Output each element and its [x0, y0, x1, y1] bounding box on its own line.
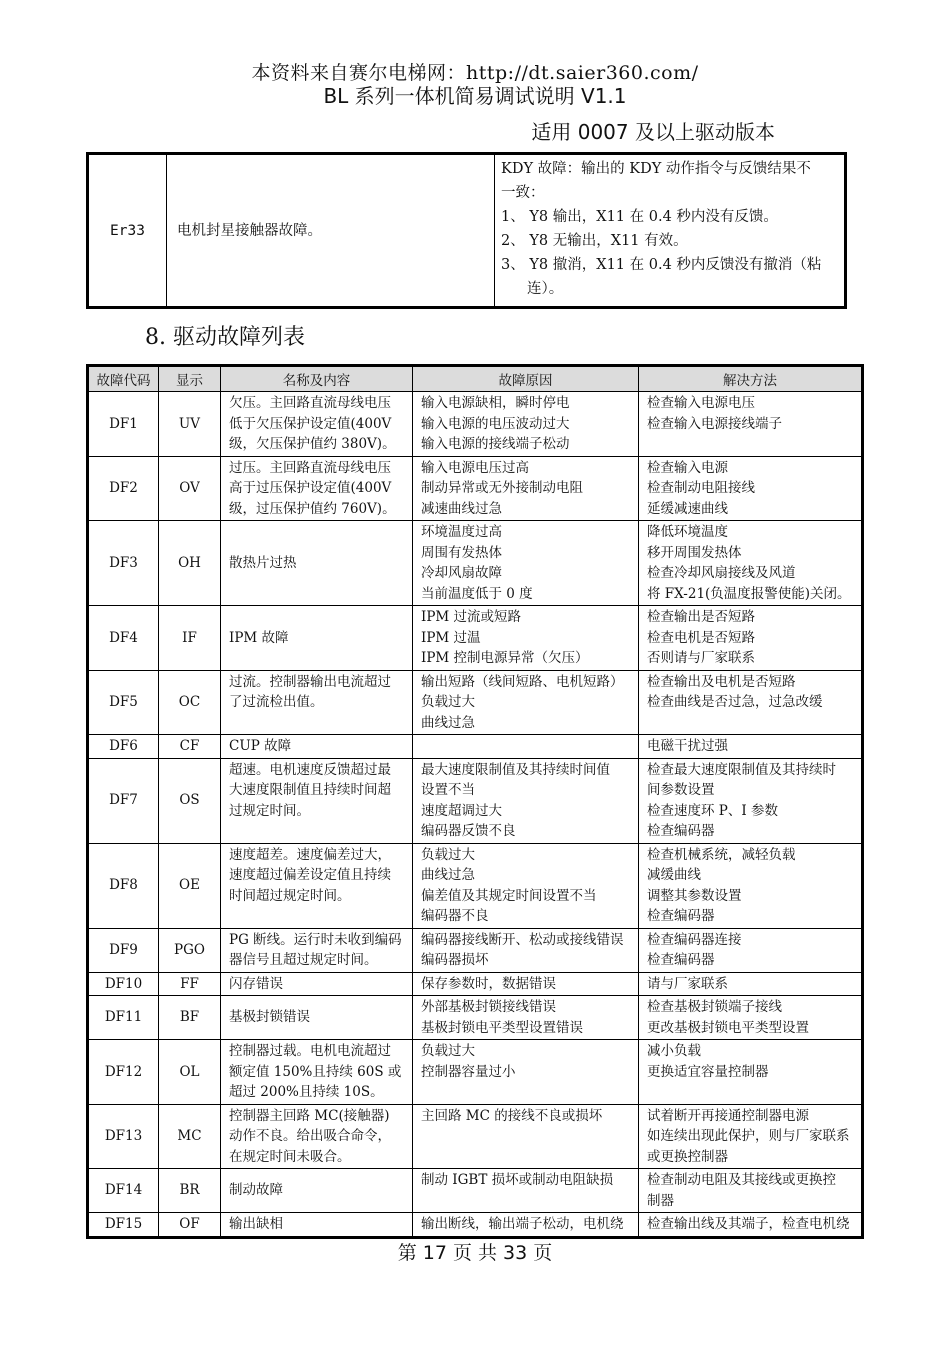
fault-cause-line: 编码器不良 — [421, 908, 489, 924]
fault-cause — [413, 670, 639, 735]
section-heading: 8. 驱动故障列表 — [145, 325, 305, 350]
fault-cause-line: 环境温度过高 — [421, 524, 502, 540]
fault-code: DF12 — [88, 1040, 159, 1105]
fault-cause-line: 输入电源的接线端子松动 — [421, 436, 570, 452]
fault-display: CF — [159, 735, 221, 759]
fault-code: DF4 — [88, 606, 159, 671]
fault-name-line: 速度超差。速度偏差过大， — [229, 846, 391, 863]
fault-cause — [413, 996, 639, 1040]
error-code: Er33 — [88, 154, 167, 308]
fault-code: DF10 — [88, 972, 159, 996]
table-row — [88, 843, 863, 928]
description-line: 3、 Y8 撤消，X11 在 0.4 秒内反馈没有撤消（粘 — [501, 257, 822, 273]
fault-cause-line: 负载过大 — [421, 846, 475, 863]
fault-cause-line: IPM 过流或短路 — [421, 609, 522, 625]
fault-cause-line: 输入电源的电压波动过大 — [421, 415, 570, 432]
fault-display: BF — [159, 996, 221, 1040]
fault-cause — [413, 735, 639, 759]
drive-fault-table — [86, 364, 864, 1239]
fault-cause — [413, 1040, 639, 1105]
fault-solution — [639, 1213, 863, 1238]
fault-cause-line: IPM 过温 — [421, 629, 481, 646]
fault-solution-line: 减缓曲线 — [647, 867, 701, 883]
fault-code: DF15 — [88, 1213, 159, 1238]
fault-code: DF5 — [88, 670, 159, 735]
fault-name — [221, 758, 413, 843]
fault-name — [221, 928, 413, 972]
description-line: 1、 Y8 输出，X11 在 0.4 秒内没有反馈。 — [501, 209, 778, 225]
fault-solution-line: 检查输入电源 — [647, 459, 728, 476]
fault-name-line: 散热片过热 — [229, 554, 297, 571]
fault-name-line: 欠压。主回路直流母线电压 — [229, 395, 391, 411]
fault-code: DF3 — [88, 521, 159, 606]
fault-name-line: 动作不良。给出吸合命令， — [229, 1128, 391, 1144]
fault-cause-line: 外部基极封锁接线错误 — [421, 999, 556, 1015]
table-row — [88, 972, 863, 996]
fault-solution-line: 检查最大速度限制值及其持续时 — [647, 761, 836, 778]
fault-solution — [639, 928, 863, 972]
fault-cause-line: 制动 IGBT 损坏或制动电阻缺损 — [421, 1172, 614, 1188]
fault-display: IF — [159, 606, 221, 671]
fault-cause — [413, 456, 639, 521]
fault-solution-line: 更改基极封锁电平类型设置 — [647, 1019, 809, 1036]
fault-display: MC — [159, 1104, 221, 1169]
fault-solution-line: 电磁干扰过强 — [647, 738, 728, 754]
fault-solution — [639, 456, 863, 521]
fault-solution-line: 移开周围发热体 — [647, 544, 742, 561]
table-row — [88, 392, 863, 457]
fault-name-line: 制动故障 — [229, 1182, 283, 1199]
fault-solution-line: 检查机械系统，减轻负载 — [647, 846, 796, 863]
fault-solution-line: 制器 — [647, 1192, 674, 1209]
column-header-cause: 故障原因 — [413, 366, 639, 392]
fault-code: DF1 — [88, 392, 159, 457]
fault-cause-line: 编码器反馈不良 — [421, 823, 516, 839]
fault-cause-line: 曲线过急 — [421, 867, 475, 883]
fault-solution — [639, 996, 863, 1040]
fault-cause-line: 输入电源电压过高 — [421, 459, 529, 476]
fault-solution — [639, 758, 863, 843]
fault-solution — [639, 392, 863, 457]
fault-name-line: 超过 200%且持续 10S。 — [229, 1084, 384, 1100]
error-name: 电机封星接触器故障。 — [167, 154, 495, 308]
fault-display: OH — [159, 521, 221, 606]
description-line: 2、 Y8 无输出，X11 有效。 — [501, 233, 688, 249]
fault-solution — [639, 1040, 863, 1105]
fault-code: DF14 — [88, 1169, 159, 1213]
fault-solution-line: 调整其参数设置 — [647, 887, 742, 904]
fault-name-line: 在规定时间未吸合。 — [229, 1148, 351, 1165]
error-er33-table — [86, 152, 847, 309]
fault-code: DF8 — [88, 843, 159, 928]
fault-solution-line: 检查输出是否短路 — [647, 609, 755, 625]
fault-cause-line: 编码器损坏 — [421, 952, 489, 968]
fault-cause-line: 周围有发热体 — [421, 544, 502, 561]
fault-cause — [413, 928, 639, 972]
fault-solution — [639, 1104, 863, 1169]
fault-cause-line: 偏差值及其规定时间设置不当 — [421, 887, 597, 904]
column-header-name: 名称及内容 — [221, 366, 413, 392]
table-row — [88, 456, 863, 521]
fault-code: DF9 — [88, 928, 159, 972]
fault-cause-line: 速度超调过大 — [421, 802, 502, 819]
fault-display: OV — [159, 456, 221, 521]
fault-display: PGO — [159, 928, 221, 972]
fault-name — [221, 843, 413, 928]
description-line: 连）。 — [527, 281, 564, 297]
fault-display: UV — [159, 392, 221, 457]
fault-solution — [639, 521, 863, 606]
fault-cause — [413, 521, 639, 606]
fault-name-line: 低于欠压保护设定值(400V — [229, 415, 392, 432]
table-row — [88, 1169, 863, 1213]
fault-solution-line: 检查电机是否短路 — [647, 629, 755, 646]
fault-code: DF6 — [88, 735, 159, 759]
table-row — [88, 928, 863, 972]
fault-display: BR — [159, 1169, 221, 1213]
fault-solution-line: 或更换控制器 — [647, 1148, 728, 1165]
table-row — [88, 1213, 863, 1238]
fault-name — [221, 972, 413, 996]
fault-cause — [413, 1104, 639, 1169]
fault-name-line: 级，欠压保护值约 380V)。 — [229, 436, 396, 452]
fault-name — [221, 456, 413, 521]
fault-cause-line: 控制器容量过小 — [421, 1063, 516, 1080]
fault-name-line: CUP 故障 — [229, 738, 292, 754]
fault-cause-line: 负载过大 — [421, 694, 475, 710]
fault-solution-line: 间参数设置 — [647, 782, 715, 798]
fault-solution-line: 检查编码器 — [647, 908, 715, 924]
fault-name-line: 了过流检出值。 — [229, 694, 324, 710]
fault-solution-line: 检查冷却风扇接线及风道 — [647, 565, 796, 581]
fault-cause-line: 编码器接线断开、松动或接线错误 — [421, 931, 624, 948]
fault-solution — [639, 972, 863, 996]
fault-name-line: 输出缺相 — [229, 1216, 283, 1232]
column-header-display: 显示 — [159, 366, 221, 392]
fault-cause-line: 设置不当 — [421, 782, 475, 798]
fault-solution — [639, 735, 863, 759]
fault-cause-line: 负载过大 — [421, 1043, 475, 1059]
fault-name — [221, 670, 413, 735]
fault-name-line: 高于过压保护设定值(400V — [229, 480, 392, 496]
table-row — [88, 606, 863, 671]
fault-cause — [413, 606, 639, 671]
fault-solution-line: 检查曲线是否过急，过急改缓 — [647, 694, 823, 710]
fault-name — [221, 1169, 413, 1213]
fault-solution-line: 检查速度环 P、I 参数 — [647, 802, 778, 819]
fault-code: DF7 — [88, 758, 159, 843]
fault-cause — [413, 758, 639, 843]
fault-name-line: 级，过压保护值约 760V)。 — [229, 500, 396, 517]
fault-solution-line: 检查基极封锁端子接线 — [647, 999, 782, 1015]
fault-name-line: 过规定时间。 — [229, 802, 310, 819]
fault-cause — [413, 1169, 639, 1213]
fault-name-line: 闪存错误 — [229, 975, 283, 992]
fault-name-line: 控制器主回路 MC(接触器) — [229, 1107, 390, 1124]
fault-name — [221, 1104, 413, 1169]
fault-solution — [639, 606, 863, 671]
column-header-code: 故障代码 — [88, 366, 159, 392]
fault-display: OC — [159, 670, 221, 735]
fault-solution-line: 延缓减速曲线 — [647, 500, 728, 517]
fault-solution-line: 检查输入电源电压 — [647, 395, 755, 411]
fault-name-line: 大速度限制值且持续时间超 — [229, 782, 391, 798]
fault-cause-line: 输入电源缺相，瞬时停电 — [421, 395, 570, 411]
fault-cause-line: 冷却风扇故障 — [421, 565, 502, 581]
fault-cause-line: 输出断线，输出端子松动，电机绕 — [421, 1216, 624, 1232]
table-row — [88, 758, 863, 843]
fault-name-line: 控制器过载。电机电流超过 — [229, 1043, 391, 1059]
fault-display: OS — [159, 758, 221, 843]
fault-solution-line: 如连续出现此保护，则与厂家联系 — [647, 1128, 850, 1144]
fault-name-line: 基极封锁错误 — [229, 1009, 310, 1026]
fault-solution-line: 检查编码器 — [647, 823, 715, 839]
fault-cause — [413, 843, 639, 928]
fault-name — [221, 1040, 413, 1105]
fault-name-line: 过压。主回路直流母线电压 — [229, 459, 391, 476]
fault-name — [221, 392, 413, 457]
source-line: 本资料来自赛尔电梯网：http://dt.saier360.com/ — [251, 62, 699, 84]
fault-solution-line: 否则请与厂家联系 — [647, 650, 755, 666]
fault-code: DF11 — [88, 996, 159, 1040]
fault-cause-line: 保存参数时，数据错误 — [421, 975, 556, 992]
fault-name — [221, 735, 413, 759]
fault-cause — [413, 972, 639, 996]
fault-name-line: 速度超过偏差设定值且持续 — [229, 867, 391, 883]
fault-cause-line: 曲线过急 — [421, 714, 475, 731]
fault-solution-line: 降低环境温度 — [647, 524, 728, 540]
description-line: KDY 故障：输出的 KDY 动作指令与反馈结果不 — [501, 161, 811, 177]
fault-cause-line: 输出短路（线间短路、电机短路） — [421, 673, 624, 690]
fault-solution-line: 更换适宜容量控制器 — [647, 1063, 769, 1080]
fault-display: OL — [159, 1040, 221, 1105]
fault-solution-line: 将 FX-21(负温度报警使能)关闭。 — [647, 585, 851, 602]
fault-solution-line: 检查编码器 — [647, 952, 715, 968]
fault-cause-line: 主回路 MC 的接线不良或损坏 — [421, 1107, 603, 1124]
fault-cause-line: 减速曲线过急 — [421, 500, 502, 517]
document-title: BL 系列一体机简易调试说明 V1.1 — [323, 84, 627, 108]
fault-solution-line: 检查编码器连接 — [647, 931, 742, 948]
description-line: 一致： — [501, 185, 545, 201]
fault-display: FF — [159, 972, 221, 996]
fault-cause — [413, 392, 639, 457]
table-row — [88, 996, 863, 1040]
error-description — [495, 154, 846, 308]
fault-name — [221, 521, 413, 606]
fault-name-line: 时间超过规定时间。 — [229, 887, 351, 904]
fault-code: DF2 — [88, 456, 159, 521]
fault-cause-line: 最大速度限制值及其持续时间值 — [421, 761, 610, 778]
fault-solution — [639, 670, 863, 735]
page-number: 第 17 页 共 33 页 — [397, 1242, 553, 1264]
fault-solution-line: 检查输出线及其端子，检查电机绕 — [647, 1216, 850, 1232]
fault-solution-line: 检查输入电源接线端子 — [647, 415, 782, 432]
fault-name-line: 超速。电机速度反馈超过最 — [229, 761, 391, 778]
table-row — [88, 1104, 863, 1169]
table-row — [88, 521, 863, 606]
table-row — [88, 1040, 863, 1105]
fault-name-line: 器信号且超过规定时间。 — [229, 952, 378, 968]
fault-cause-line: IPM 控制电源异常（欠压） — [421, 650, 589, 666]
fault-cause — [413, 1213, 639, 1238]
fault-name-line: 额定值 150%且持续 60S 或 — [229, 1063, 402, 1080]
fault-code: DF13 — [88, 1104, 159, 1169]
fault-name — [221, 606, 413, 671]
fault-solution-line: 检查制动电阻接线 — [647, 480, 755, 496]
fault-name-line: 过流。控制器输出电流超过 — [229, 673, 391, 690]
document-subtitle: 适用 0007 及以上驱动版本 — [531, 120, 775, 144]
column-header-solution: 解决方法 — [639, 366, 863, 392]
fault-solution-line: 请与厂家联系 — [647, 975, 728, 992]
fault-solution — [639, 843, 863, 928]
fault-solution-line: 检查输出及电机是否短路 — [647, 673, 796, 690]
fault-name-line: IPM 故障 — [229, 629, 289, 646]
fault-cause-line: 当前温度低于 0 度 — [421, 585, 533, 602]
table-header-row — [88, 366, 863, 392]
fault-solution-line: 检查制动电阻及其接线或更换控 — [647, 1172, 836, 1188]
fault-display: OE — [159, 843, 221, 928]
fault-table-body — [88, 392, 863, 1238]
fault-name — [221, 1213, 413, 1238]
table-row — [88, 670, 863, 735]
fault-display: OF — [159, 1213, 221, 1238]
fault-name-line: PG 断线。运行时未收到编码 — [229, 931, 402, 948]
fault-solution-line: 试着断开再接通控制器电源 — [647, 1107, 809, 1124]
fault-solution — [639, 1169, 863, 1213]
fault-name — [221, 996, 413, 1040]
fault-cause-line: 基极封锁电平类型设置错误 — [421, 1019, 583, 1036]
table-row — [88, 735, 863, 759]
fault-cause-line: 制动异常或无外接制动电阻 — [421, 480, 583, 496]
fault-solution-line: 减小负载 — [647, 1043, 701, 1059]
